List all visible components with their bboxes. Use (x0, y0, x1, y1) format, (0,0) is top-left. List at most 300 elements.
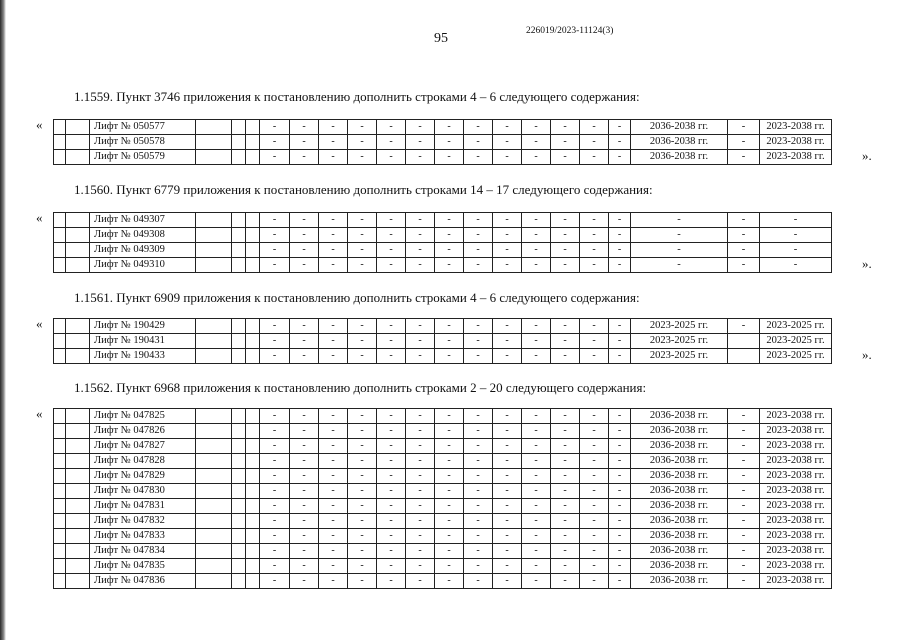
row-code-cell (66, 499, 90, 514)
empty-cell (232, 409, 246, 424)
mid-cell: - (728, 514, 760, 529)
dash-cell: - (493, 454, 522, 469)
dash-cell: - (348, 574, 377, 589)
dash-cell: - (319, 499, 348, 514)
period-end-cell: 2023-2038 гг. (760, 439, 832, 454)
dash-cell: - (522, 499, 551, 514)
row-index-cell (54, 469, 66, 484)
dash-cell: - (493, 544, 522, 559)
dash-cell: - (609, 349, 631, 364)
dash-cell: - (609, 228, 631, 243)
dash-cell: - (348, 135, 377, 150)
empty-cell (246, 349, 260, 364)
empty-cell (246, 213, 260, 228)
dash-cell: - (290, 409, 319, 424)
lift-name: Лифт № 047825 (90, 409, 196, 424)
period-end-cell: 2023-2025 гг. (760, 349, 832, 364)
empty-cell (246, 469, 260, 484)
dash-cell: - (319, 409, 348, 424)
dash-cell: - (580, 454, 609, 469)
dash-cell: - (580, 334, 609, 349)
empty-cell (246, 574, 260, 589)
dash-cell: - (551, 514, 580, 529)
dash-cell: - (290, 469, 319, 484)
dash-cell: - (493, 334, 522, 349)
dash-cell: - (406, 228, 435, 243)
dash-cell: - (493, 135, 522, 150)
dash-cell: - (522, 258, 551, 273)
dash-cell: - (319, 574, 348, 589)
dash-cell: - (319, 213, 348, 228)
mid-cell: - (728, 319, 760, 334)
dash-cell: - (377, 424, 406, 439)
period-end-cell: 2023-2038 гг. (760, 529, 832, 544)
dash-cell: - (260, 544, 290, 559)
dash-cell: - (493, 424, 522, 439)
dash-cell: - (319, 150, 348, 165)
dash-cell: - (493, 120, 522, 135)
open-quote: « (36, 316, 43, 331)
row-code-cell (66, 243, 90, 258)
dash-cell: - (377, 243, 406, 258)
dash-cell: - (580, 319, 609, 334)
dash-cell: - (348, 454, 377, 469)
lift-name: Лифт № 047832 (90, 514, 196, 529)
lift-name: Лифт № 049310 (90, 258, 196, 273)
close-quote: ». (862, 148, 872, 163)
dash-cell: - (493, 228, 522, 243)
lift-name: Лифт № 050577 (90, 120, 196, 135)
dash-cell: - (493, 514, 522, 529)
dash-cell: - (551, 150, 580, 165)
period-end-cell: - (760, 213, 832, 228)
table-row (54, 499, 832, 514)
dash-cell: - (348, 120, 377, 135)
dash-cell: - (377, 574, 406, 589)
dash-cell: - (522, 409, 551, 424)
dash-cell: - (260, 258, 290, 273)
empty-cell (196, 454, 232, 469)
dash-cell: - (551, 439, 580, 454)
dash-cell: - (551, 243, 580, 258)
row-code-cell (66, 258, 90, 273)
empty-cell (196, 228, 232, 243)
mid-cell: - (728, 484, 760, 499)
dash-cell: - (406, 150, 435, 165)
dash-cell: - (464, 439, 493, 454)
row-code-cell (66, 319, 90, 334)
period-end-cell: 2023-2038 гг. (760, 484, 832, 499)
empty-cell (246, 409, 260, 424)
dash-cell: - (580, 228, 609, 243)
table-row (54, 258, 832, 273)
empty-cell (232, 484, 246, 499)
dash-cell: - (609, 120, 631, 135)
dash-cell: - (260, 424, 290, 439)
dash-cell: - (290, 574, 319, 589)
dash-cell: - (551, 544, 580, 559)
empty-cell (246, 544, 260, 559)
row-code-cell (66, 454, 90, 469)
dash-cell: - (435, 454, 464, 469)
dash-cell: - (260, 514, 290, 529)
row-code-cell (66, 334, 90, 349)
period-start-cell: 2036-2038 гг. (631, 469, 728, 484)
dash-cell: - (522, 424, 551, 439)
dash-cell: - (290, 135, 319, 150)
dash-cell: - (435, 258, 464, 273)
empty-cell (246, 499, 260, 514)
dash-cell: - (290, 559, 319, 574)
mid-cell: - (728, 574, 760, 589)
dash-cell: - (290, 120, 319, 135)
empty-cell (232, 499, 246, 514)
dash-cell: - (493, 319, 522, 334)
lift-table (53, 318, 832, 364)
dash-cell: - (464, 258, 493, 273)
row-code-cell (66, 439, 90, 454)
period-end-cell: 2023-2038 гг. (760, 469, 832, 484)
dash-cell: - (609, 574, 631, 589)
dash-cell: - (406, 559, 435, 574)
dash-cell: - (493, 349, 522, 364)
mid-cell: - (728, 529, 760, 544)
dash-cell: - (290, 258, 319, 273)
table-row (54, 559, 832, 574)
dash-cell: - (464, 213, 493, 228)
row-code-cell (66, 424, 90, 439)
period-start-cell: 2036-2038 гг. (631, 409, 728, 424)
dash-cell: - (348, 529, 377, 544)
empty-cell (246, 424, 260, 439)
row-index-cell (54, 135, 66, 150)
dash-cell: - (609, 409, 631, 424)
dash-cell: - (522, 439, 551, 454)
dash-cell: - (260, 334, 290, 349)
dash-cell: - (290, 243, 319, 258)
row-index-cell (54, 514, 66, 529)
row-code-cell (66, 135, 90, 150)
table-row (54, 484, 832, 499)
mid-cell: - (728, 469, 760, 484)
dash-cell: - (260, 529, 290, 544)
lift-table (53, 408, 832, 589)
dash-cell: - (377, 150, 406, 165)
dash-cell: - (377, 120, 406, 135)
dash-cell: - (522, 349, 551, 364)
dash-cell: - (464, 243, 493, 258)
dash-cell: - (290, 454, 319, 469)
dash-cell: - (290, 424, 319, 439)
lift-name: Лифт № 047835 (90, 559, 196, 574)
mid-cell: - (728, 559, 760, 574)
dash-cell: - (522, 559, 551, 574)
dash-cell: - (406, 469, 435, 484)
lift-name: Лифт № 047828 (90, 454, 196, 469)
period-end-cell: 2023-2038 гг. (760, 514, 832, 529)
dash-cell: - (609, 544, 631, 559)
empty-cell (246, 439, 260, 454)
dash-cell: - (493, 529, 522, 544)
period-end-cell: 2023-2038 гг. (760, 499, 832, 514)
dash-cell: - (377, 454, 406, 469)
lift-name: Лифт № 190433 (90, 349, 196, 364)
dash-cell: - (551, 349, 580, 364)
dash-cell: - (551, 424, 580, 439)
period-end-cell: 2023-2038 гг. (760, 544, 832, 559)
dash-cell: - (551, 484, 580, 499)
dash-cell: - (319, 559, 348, 574)
dash-cell: - (406, 484, 435, 499)
dash-cell: - (377, 213, 406, 228)
dash-cell: - (522, 574, 551, 589)
mid-cell: - (728, 258, 760, 273)
dash-cell: - (406, 120, 435, 135)
row-index-cell (54, 574, 66, 589)
empty-cell (232, 150, 246, 165)
dash-cell: - (609, 424, 631, 439)
dash-cell: - (406, 258, 435, 273)
dash-cell: - (464, 514, 493, 529)
dash-cell: - (522, 228, 551, 243)
dash-cell: - (260, 559, 290, 574)
dash-cell: - (522, 135, 551, 150)
dash-cell: - (551, 454, 580, 469)
dash-cell: - (260, 319, 290, 334)
dash-cell: - (260, 469, 290, 484)
dash-cell: - (464, 150, 493, 165)
dash-cell: - (522, 319, 551, 334)
dash-cell: - (406, 514, 435, 529)
dash-cell: - (319, 424, 348, 439)
period-start-cell: - (631, 258, 728, 273)
mid-cell: - (728, 499, 760, 514)
dash-cell: - (406, 454, 435, 469)
dash-cell: - (464, 544, 493, 559)
empty-cell (196, 499, 232, 514)
dash-cell: - (377, 544, 406, 559)
dash-cell: - (377, 349, 406, 364)
dash-cell: - (260, 409, 290, 424)
dash-cell: - (580, 213, 609, 228)
row-index-cell (54, 228, 66, 243)
empty-cell (232, 135, 246, 150)
dash-cell: - (580, 514, 609, 529)
period-end-cell: - (760, 258, 832, 273)
dash-cell: - (493, 439, 522, 454)
dash-cell: - (522, 544, 551, 559)
dash-cell: - (551, 409, 580, 424)
dash-cell: - (348, 514, 377, 529)
row-index-cell (54, 454, 66, 469)
mid-cell (728, 334, 760, 349)
dash-cell: - (319, 120, 348, 135)
dash-cell: - (319, 258, 348, 273)
empty-cell (196, 424, 232, 439)
dash-cell: - (493, 409, 522, 424)
period-start-cell: 2036-2038 гг. (631, 499, 728, 514)
period-start-cell: 2036-2038 гг. (631, 135, 728, 150)
table-row (54, 514, 832, 529)
dash-cell: - (609, 529, 631, 544)
dash-cell: - (464, 484, 493, 499)
close-quote: ». (862, 347, 872, 362)
dash-cell: - (260, 120, 290, 135)
dash-cell: - (290, 319, 319, 334)
dash-cell: - (551, 559, 580, 574)
row-index-cell (54, 439, 66, 454)
dash-cell: - (522, 243, 551, 258)
empty-cell (196, 574, 232, 589)
period-start-cell: - (631, 213, 728, 228)
dash-cell: - (260, 484, 290, 499)
lift-name: Лифт № 190431 (90, 334, 196, 349)
lift-name: Лифт № 190429 (90, 319, 196, 334)
dash-cell: - (551, 574, 580, 589)
dash-cell: - (522, 334, 551, 349)
dash-cell: - (435, 120, 464, 135)
dash-cell: - (348, 424, 377, 439)
dash-cell: - (319, 544, 348, 559)
dash-cell: - (435, 559, 464, 574)
table-row (54, 334, 832, 349)
empty-cell (232, 349, 246, 364)
section-title: 1.1561. Пункт 6909 приложения к постановлению дополнить строками 4 – 6 следующего содержания: (74, 290, 640, 305)
empty-cell (196, 213, 232, 228)
dash-cell: - (609, 439, 631, 454)
empty-cell (232, 213, 246, 228)
empty-cell (246, 454, 260, 469)
empty-cell (232, 514, 246, 529)
mid-cell: - (728, 439, 760, 454)
empty-cell (232, 559, 246, 574)
empty-cell (246, 334, 260, 349)
dash-cell: - (348, 150, 377, 165)
period-start-cell: 2036-2038 гг. (631, 120, 728, 135)
dash-cell: - (522, 120, 551, 135)
dash-cell: - (551, 499, 580, 514)
row-code-cell (66, 469, 90, 484)
row-code-cell (66, 544, 90, 559)
mid-cell: - (728, 213, 760, 228)
lift-name: Лифт № 049308 (90, 228, 196, 243)
dash-cell: - (580, 243, 609, 258)
period-start-cell: 2023-2025 гг. (631, 349, 728, 364)
dash-cell: - (377, 409, 406, 424)
dash-cell: - (493, 258, 522, 273)
period-start-cell: 2036-2038 гг. (631, 424, 728, 439)
dash-cell: - (464, 349, 493, 364)
section-title: 1.1562. Пункт 6968 приложения к постановлению дополнить строками 2 – 20 следующего содержания: (74, 380, 647, 395)
dash-cell: - (493, 484, 522, 499)
empty-cell (196, 469, 232, 484)
dash-cell: - (377, 484, 406, 499)
lift-name: Лифт № 047833 (90, 529, 196, 544)
period-start-cell: 2036-2038 гг. (631, 150, 728, 165)
empty-cell (196, 135, 232, 150)
dash-cell: - (609, 213, 631, 228)
empty-cell (246, 319, 260, 334)
dash-cell: - (348, 349, 377, 364)
dash-cell: - (406, 529, 435, 544)
dash-cell: - (319, 529, 348, 544)
dash-cell: - (464, 424, 493, 439)
period-start-cell: 2023-2025 гг. (631, 319, 728, 334)
empty-cell (196, 544, 232, 559)
empty-cell (196, 150, 232, 165)
document-code: 226019/2023-11124(3) (526, 26, 614, 36)
dash-cell: - (464, 529, 493, 544)
empty-cell (232, 228, 246, 243)
lift-name: Лифт № 049309 (90, 243, 196, 258)
dash-cell: - (348, 243, 377, 258)
dash-cell: - (377, 135, 406, 150)
row-index-cell (54, 213, 66, 228)
empty-cell (232, 529, 246, 544)
dash-cell: - (348, 499, 377, 514)
dash-cell: - (319, 484, 348, 499)
period-start-cell: 2036-2038 гг. (631, 574, 728, 589)
mid-cell: - (728, 135, 760, 150)
lift-name: Лифт № 050579 (90, 150, 196, 165)
dash-cell: - (290, 484, 319, 499)
dash-cell: - (493, 150, 522, 165)
mid-cell: - (728, 150, 760, 165)
dash-cell: - (522, 213, 551, 228)
mid-cell: - (728, 228, 760, 243)
dash-cell: - (435, 514, 464, 529)
dash-cell: - (319, 319, 348, 334)
mid-cell: - (728, 243, 760, 258)
dash-cell: - (551, 319, 580, 334)
table-row (54, 135, 832, 150)
period-end-cell: 2023-2038 гг. (760, 454, 832, 469)
dash-cell: - (319, 349, 348, 364)
dash-cell: - (580, 150, 609, 165)
mid-cell: - (728, 454, 760, 469)
row-code-cell (66, 574, 90, 589)
empty-cell (196, 409, 232, 424)
dash-cell: - (464, 228, 493, 243)
dash-cell: - (609, 514, 631, 529)
dash-cell: - (406, 243, 435, 258)
row-code-cell (66, 120, 90, 135)
lift-name: Лифт № 047829 (90, 469, 196, 484)
dash-cell: - (435, 150, 464, 165)
dash-cell: - (406, 424, 435, 439)
table-row (54, 319, 832, 334)
dash-cell: - (551, 258, 580, 273)
dash-cell: - (522, 150, 551, 165)
empty-cell (232, 243, 246, 258)
period-end-cell: 2023-2038 гг. (760, 574, 832, 589)
dash-cell: - (522, 514, 551, 529)
dash-cell: - (551, 228, 580, 243)
period-end-cell: 2023-2038 гг. (760, 135, 832, 150)
row-code-cell (66, 484, 90, 499)
dash-cell: - (377, 439, 406, 454)
mid-cell: - (728, 424, 760, 439)
dash-cell: - (580, 135, 609, 150)
mid-cell (728, 349, 760, 364)
lift-table (53, 212, 832, 273)
dash-cell: - (406, 334, 435, 349)
dash-cell: - (290, 529, 319, 544)
empty-cell (246, 243, 260, 258)
dash-cell: - (580, 499, 609, 514)
dash-cell: - (290, 544, 319, 559)
period-end-cell: 2023-2038 гг. (760, 120, 832, 135)
